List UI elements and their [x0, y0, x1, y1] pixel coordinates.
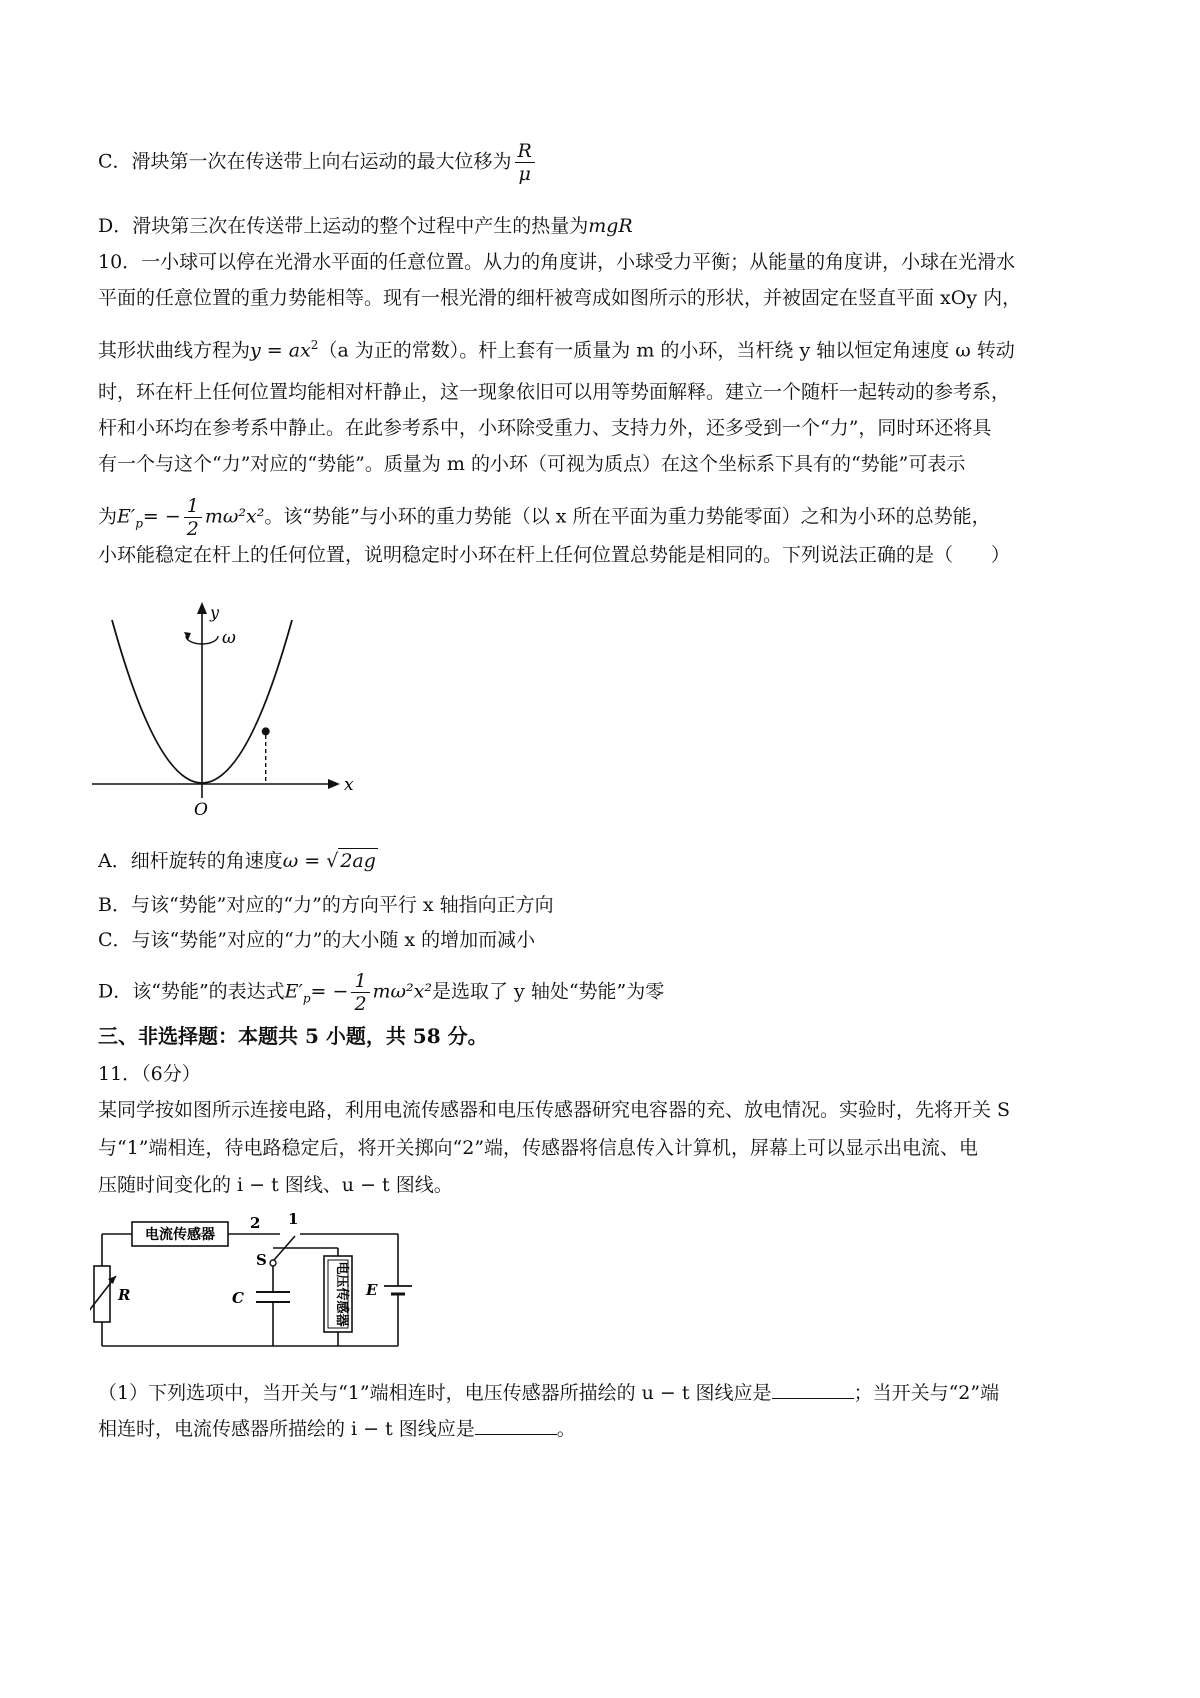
- q10-line-3-rest: （a 为正的常数）。杆上套有一质量为 m 的小环，当杆绕 y 轴以恒定角速度 ω 转动: [318, 339, 1015, 362]
- terminal-2-label: 2: [250, 1214, 261, 1232]
- origin-label: O: [194, 800, 208, 820]
- fraction-numerator: 1: [351, 970, 369, 993]
- q11-sub1-text-d: 。: [556, 1418, 576, 1440]
- y-axis-label: y: [210, 603, 220, 622]
- fraction-numerator: 1: [184, 495, 202, 518]
- q10-curve-equation: y = ax: [250, 339, 311, 362]
- q10-line-3: [98, 333, 1015, 362]
- q10-option-c: C．与该“势能”对应的“力”的大小随 x 的增加而减小: [98, 929, 536, 951]
- q10-line-1: 10．一小球可以停在光滑水平面的任意位置。从力的角度讲，小球受力平衡；从能量的角度讲，小球在光滑水: [98, 251, 1016, 273]
- q10-line-5: 杆和小环均在参考系中静止。在此参考系中，小环除受重力、支持力外，还多受到一个“力”，同时环还将具: [98, 417, 992, 439]
- potential-subscript: p: [302, 991, 311, 1006]
- circuit-diagram: [90, 1208, 420, 1360]
- q10-option-a-radicand: 2ag: [340, 850, 376, 872]
- battery-label: E: [366, 1281, 378, 1299]
- potential-rest: mω²x²: [372, 980, 432, 1003]
- q10-line-6: 有一个与这个“力”对应的“势能”。质量为 m 的小环（可视为质点）在这个坐标系下具有的“势能”可表示: [98, 453, 966, 475]
- q11-line-1: 某同学按如图所示连接电路，利用电流传感器和电压传感器研究电容器的充、放电情况。实验时，先将开关 S: [98, 1099, 1011, 1121]
- q9-option-c-fraction: [515, 140, 535, 185]
- q9-option-d-expr: mgR: [588, 215, 633, 237]
- potential-symbol: E′: [284, 980, 303, 1003]
- potential-sign: = −: [310, 980, 349, 1003]
- q10-option-a-eq: ω =: [282, 850, 321, 872]
- potential-subscript: p: [135, 516, 143, 531]
- potential-symbol: E′: [117, 505, 136, 528]
- q9-option-c: [98, 140, 538, 185]
- rotation-arrow-head: [184, 632, 191, 640]
- q11-line-3: 压随时间变化的 i − t 图线、u − t 图线。: [98, 1174, 453, 1196]
- q10-line-8: 小环能稳定在杆上的任何位置，说明稳定时小环在杆上任何位置总势能是相同的。下列说法正确的是（ ）: [98, 544, 1011, 566]
- q11-sub1-text-b: ；当开关与“2”端: [853, 1382, 1000, 1404]
- potential-sign: = −: [142, 505, 181, 528]
- q10-line-7-rest: 。该“势能”与小环的重力势能（以 x 所在平面为重力势能零面）之和为小环的总势能，: [264, 505, 991, 528]
- answer-blank-2[interactable]: [475, 1416, 557, 1435]
- q10-line-4: 时，环在杆上任何位置均能相对杆静止，这一现象依旧可以用等势面解释。建立一个随杆一起转动的参考系，: [98, 381, 1011, 403]
- q9-option-d: [98, 214, 633, 238]
- fraction-numerator: R: [515, 140, 535, 163]
- q10-line-3-text: 其形状曲线方程为: [98, 339, 251, 362]
- q10-option-a: [98, 848, 378, 873]
- q11-header: 11．（6分）: [98, 1063, 201, 1085]
- y-axis-arrow: [197, 602, 207, 614]
- q9-option-c-text: C．滑块第一次在传送带上向右运动的最大位移为: [98, 150, 512, 173]
- capacitor-label: C: [232, 1289, 244, 1307]
- switch-label: S: [256, 1251, 267, 1269]
- section-3-heading: 三、非选择题：本题共 5 小题，共 58 分。: [98, 1024, 488, 1048]
- resistor-label: R: [118, 1286, 131, 1304]
- sqrt-icon: √: [326, 850, 339, 872]
- q11-sub1-line-2: [98, 1416, 576, 1441]
- q10-line-7-prefix: 为: [98, 505, 118, 528]
- q10-line-7: [98, 495, 991, 540]
- q10-option-d: [98, 970, 664, 1015]
- q10-option-d-rest: 是选取了 y 轴处“势能”为零: [432, 980, 665, 1003]
- x-axis-arrow: [328, 779, 340, 789]
- fraction-denominator: 2: [186, 518, 199, 540]
- answer-blank-1[interactable]: [772, 1380, 854, 1399]
- x-axis-label: x: [344, 775, 354, 795]
- q11-sub1-text-c: 相连时，电流传感器所描绘的 i − t 图线应是: [98, 1418, 475, 1440]
- q10-option-d-text: D．该“势能”的表达式: [98, 980, 285, 1003]
- half-fraction: [184, 495, 202, 540]
- q10-option-b: B．与该“势能”对应的“力”的方向平行 x 轴指向正方向: [98, 894, 554, 916]
- terminal-1-label: 1: [288, 1210, 299, 1228]
- q11-sub1-line-1: [98, 1380, 999, 1405]
- potential-rest: mω²x²: [204, 505, 265, 528]
- current-sensor-label: 电流传感器: [145, 1227, 215, 1243]
- ring-point: [262, 727, 270, 735]
- q10-line-2: 平面的任意位置的重力势能相等。现有一根光滑的细杆被弯成如图所示的形状，并被固定在竖直平面 xOy 内，: [98, 287, 1022, 309]
- omega-label: ω: [222, 628, 236, 648]
- fraction-denominator: μ: [518, 163, 531, 185]
- half-fraction: [351, 970, 369, 1015]
- q11-line-2: 与“1”端相连，待电路稳定后，将开关掷向“2”端，传感器将信息传入计算机，屏幕上可以显示出电流、电: [98, 1137, 979, 1159]
- fraction-denominator: 2: [354, 993, 367, 1015]
- switch-pivot: [270, 1260, 276, 1266]
- q9-option-d-text: D．滑块第三次在传送带上运动的整个过程中产生的热量为: [98, 215, 589, 237]
- voltage-sensor-label: 电压传感器: [334, 1261, 349, 1327]
- q10-curve-exponent: 2: [310, 338, 319, 352]
- parabola-figure: [90, 598, 360, 823]
- q10-option-a-text: A．细杆旋转的角速度: [98, 850, 283, 872]
- q11-sub1-text: （1）下列选项中，当开关与“1”端相连时，电压传感器所描绘的 u − t 图线应是: [98, 1382, 772, 1404]
